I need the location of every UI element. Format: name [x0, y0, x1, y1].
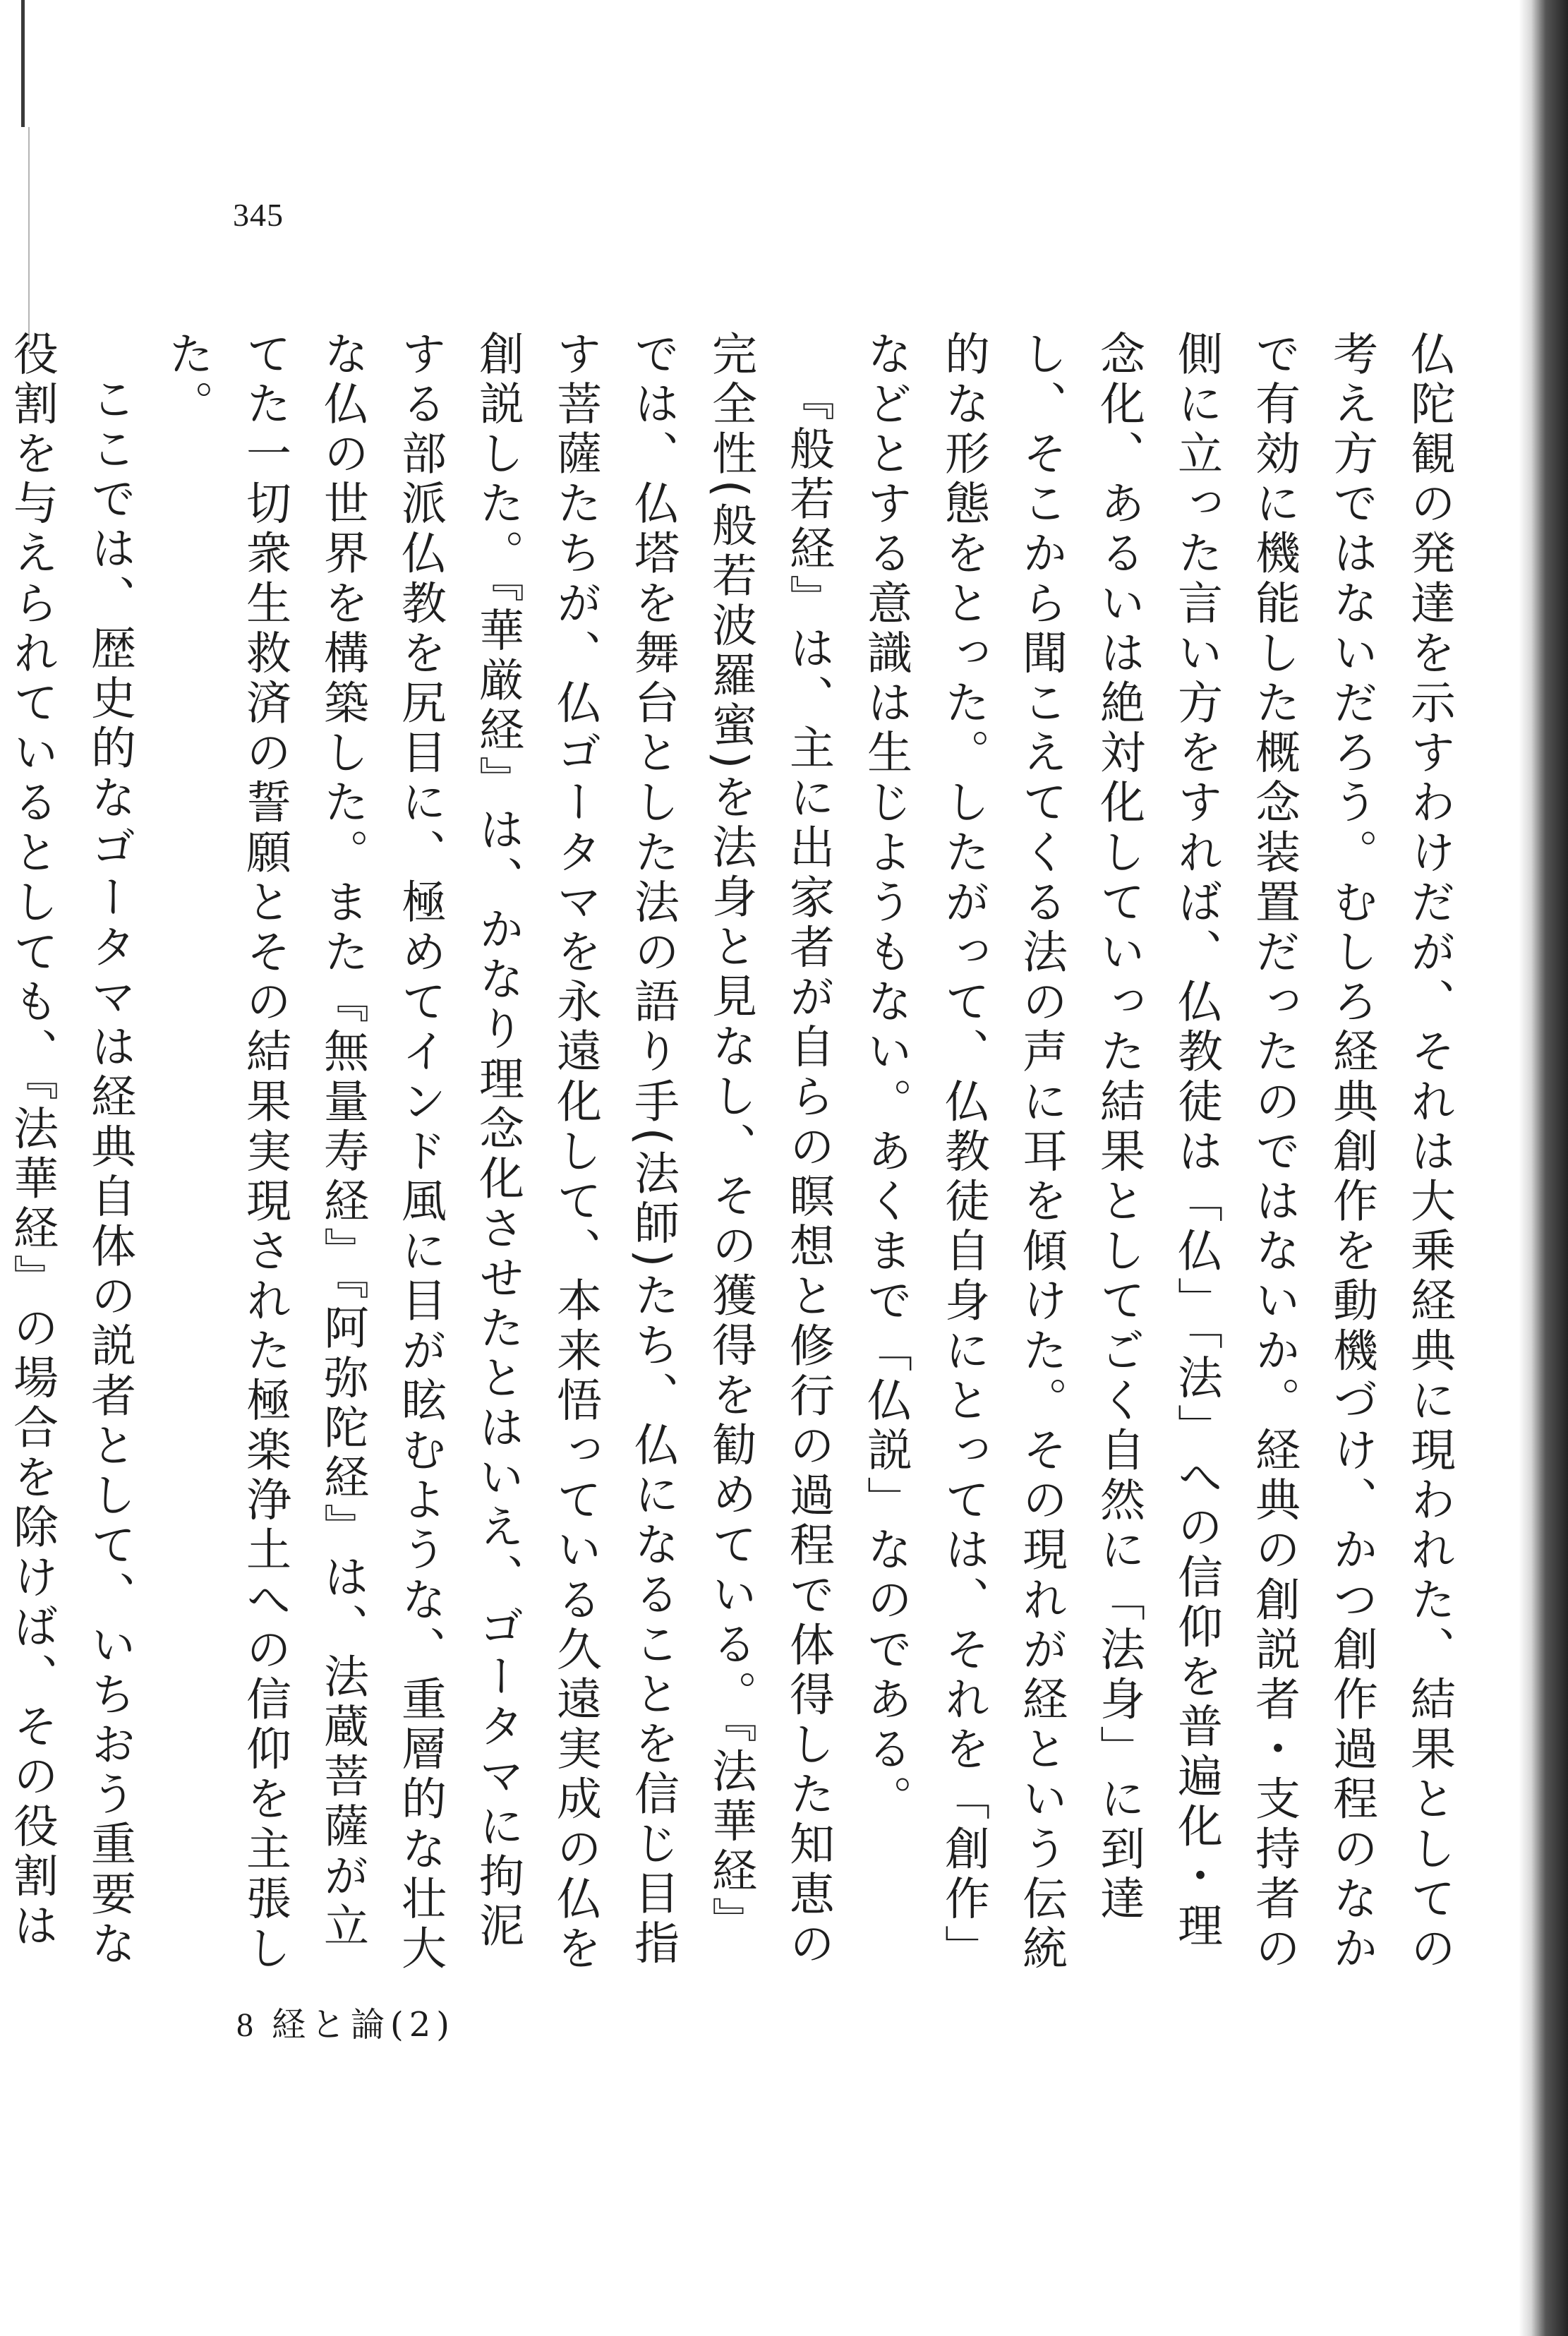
- paragraph-3-part-1: ここでは、歴史的なゴータマは経典自体の説者として、いちおう重要な役割を与えられているとしても、『法華経』の場合を除けば、その役割は: [6, 330, 135, 1970]
- paragraph-2: 『般若経』は、主に出家者が自らの瞑想と修行の過程で体得した知恵の完全性(般若波羅蜜)を法身と見なし、その獲得を勧めている。『法華経』では、仏塔を舞台とした法の語り手(法師)たち、仏になることを信じ目指す菩薩たちが、仏ゴータマを永遠化して、本来悟っている久遠実成の仏を創説した。『華厳経』は、かなり理念化させたとはいえ、ゴータマに拘泥する部派仏教を尻目に、極めてインド風に目が眩むような、重層的な壮大な仏の世界を構築した。また『無量寿経』『阿弥陀経』は、法蔵菩薩が立てた一切衆生救済の誓願とその結果実現された極楽浄土への信仰を主張した。: [161, 330, 834, 1975]
- scan-edge-mark-faint: [28, 127, 30, 346]
- chapter-title: 経と論(2): [272, 2005, 455, 2045]
- paragraph-3: [0, 330, 148, 1996]
- body-text: [6, 330, 1468, 1996]
- scan-binding-shadow: [1519, 0, 1568, 2336]
- paragraph-1: 仏陀観の発達を示すわけだが、それは大乗経典に現われた、結果としての考え方ではないだろう。むしろ経典創作を動機づけ、かつ創作過程のなかで有効に機能した概念装置だったのではないか。経典の創説者・支持者の側に立った言い方をすれば、仏教徒は「仏」「法」への信仰を普遍化・理念化、あるいは絶対化していった結果としてごく自然に「法身」に到達し、そこから聞こえてくる法の声に耳を傾けた。その現れが経という伝統的な形態をとった。したがって、仏教徒自身にとっては、それを「創作」などとする意識は生じようもない。あくまで「仏説」なのである。: [860, 330, 1455, 1975]
- chapter-number: 8: [236, 2006, 259, 2044]
- running-footer: [236, 1997, 455, 2046]
- scan-edge-mark: [21, 0, 25, 127]
- page-number: 345: [233, 197, 284, 233]
